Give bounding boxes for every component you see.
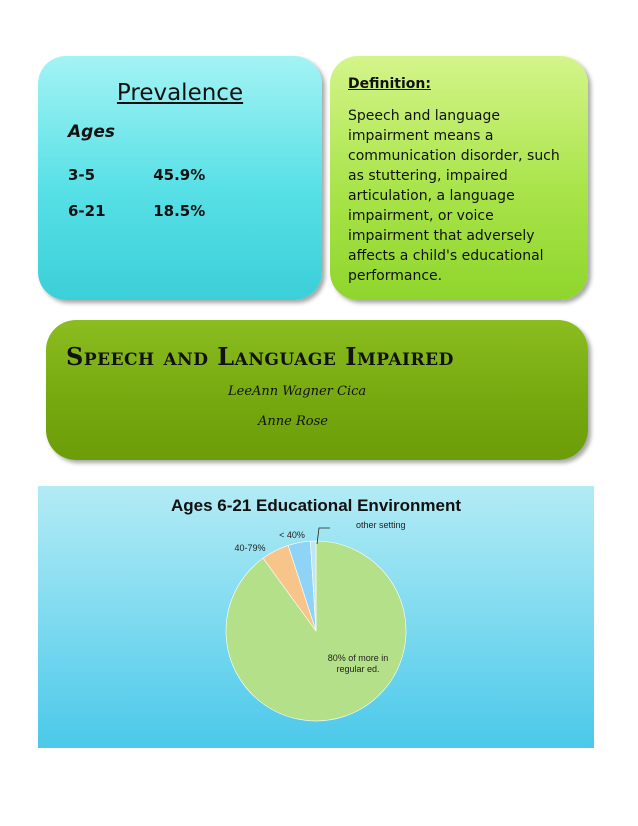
author-name: Anne Rose: [258, 414, 328, 429]
prevalence-box: [38, 56, 322, 300]
slice-label: 40-79%: [234, 543, 266, 553]
pie-chart: [38, 486, 594, 748]
definition-line: as stuttering, impaired: [348, 168, 508, 184]
definition-line: communication disorder, such: [348, 148, 560, 164]
definition-line: impairment means a: [348, 128, 494, 144]
slice-label: other setting: [356, 520, 406, 530]
document-title: Speech and Language Impaired: [66, 342, 454, 371]
chart-title: Ages 6-21 Educational Environment: [170, 496, 461, 515]
chart-panel: [38, 486, 594, 748]
definition-line: performance.: [348, 268, 443, 284]
prevalence-row: [68, 166, 268, 184]
age-range: 6-21: [68, 202, 106, 220]
prevalence-percent: 45.9%: [153, 166, 206, 184]
definition-line: impairment that adversely: [348, 228, 535, 244]
age-range: 3-5: [68, 166, 96, 184]
definition-line: articulation, a language: [348, 188, 515, 204]
prevalence-percent: 18.5%: [153, 202, 206, 220]
prevalence-row: [68, 202, 268, 220]
definition-line: Speech and language: [348, 108, 500, 124]
author-name: LeeAnn Wagner Cica: [228, 384, 367, 399]
definition-heading: Definition:: [348, 76, 431, 92]
slice-label: < 40%: [279, 530, 305, 540]
ages-label: Ages: [68, 122, 115, 142]
slice-label: 80% of more in regular ed.: [327, 653, 389, 674]
definition-line: affects a child's educational: [348, 248, 544, 264]
prevalence-title: Prevalence: [116, 80, 244, 106]
definition-text: [348, 106, 576, 286]
title-banner: [46, 320, 588, 460]
definition-line: impairment, or voice: [348, 208, 494, 224]
definition-box: [330, 56, 588, 300]
